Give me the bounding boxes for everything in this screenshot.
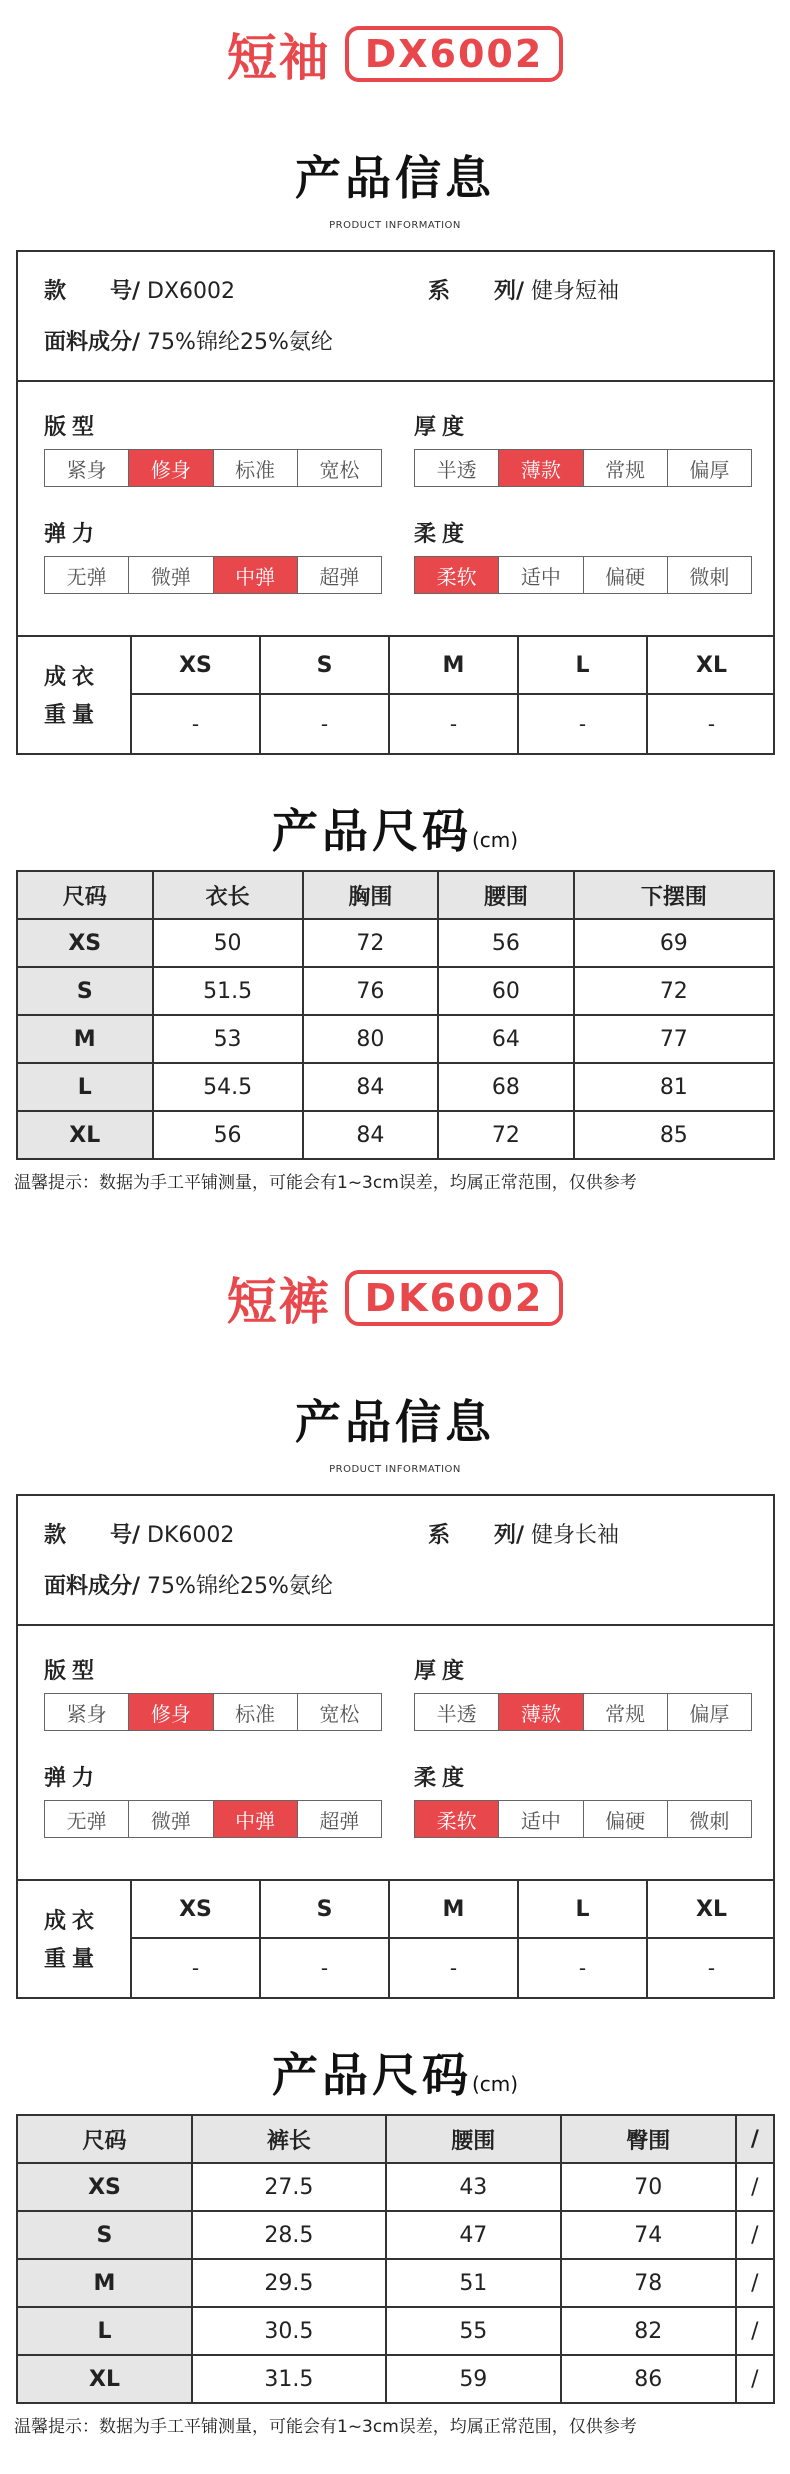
fabric-value: 75%锦纶25%氨纶 — [147, 330, 333, 355]
table-row — [17, 2355, 774, 2403]
table-row — [17, 2307, 774, 2355]
size-table-cell: 78 — [561, 2259, 736, 2307]
attr-group — [44, 1761, 382, 1838]
size-table-cell: 82 — [561, 2307, 736, 2355]
size-table-cell: 54.5 — [153, 1063, 303, 1111]
attr-option: 微弹 — [129, 1801, 213, 1837]
size-title — [0, 795, 790, 861]
code-label: 款 号/ — [44, 1523, 141, 1548]
attr-option: 柔软 — [415, 557, 499, 593]
attr-option: 适中 — [499, 1801, 583, 1837]
size-table-cell: 84 — [303, 1063, 439, 1111]
attr-option: 偏硬 — [584, 557, 668, 593]
size-table-header: 胸围 — [303, 871, 439, 919]
size-table-cell: 55 — [386, 2307, 561, 2355]
size-table-cell: / — [736, 2211, 774, 2259]
product-header — [0, 0, 790, 100]
weight-size-header: XL — [646, 1881, 775, 1939]
attr-option: 修身 — [129, 450, 213, 486]
attr-group — [414, 410, 752, 487]
attr-group — [44, 410, 382, 487]
attr-option: 常规 — [584, 1694, 668, 1730]
series-value: 健身长袖 — [531, 1523, 620, 1548]
attr-label: 柔度 — [414, 1766, 471, 1791]
attr-option: 宽松 — [319, 1701, 360, 1726]
code-value: DK6002 — [147, 1523, 235, 1548]
attr-group — [44, 517, 382, 594]
series-label: 系 列/ — [428, 1523, 525, 1548]
fabric-row — [44, 1569, 333, 1600]
product-code-badge: DK6002 — [345, 1270, 564, 1326]
measurement-note: 温馨提示：数据为手工平铺测量，可能会有1~3cm误差，均属正常范围，仅供参考 — [14, 2417, 637, 2437]
attr-group — [414, 1654, 752, 1731]
size-table-cell: 56 — [153, 1111, 303, 1159]
attr-label: 厚度 — [414, 1659, 471, 1684]
attr-options — [414, 556, 752, 594]
size-title — [0, 2039, 790, 2105]
size-table-cell: 84 — [303, 1111, 439, 1159]
garment-weight-box — [16, 635, 775, 755]
size-table-header: 下摆围 — [574, 871, 774, 919]
weight-size-header: L — [517, 637, 646, 695]
size-table-cell: L — [17, 1063, 153, 1111]
attr-option: 无弹 — [45, 557, 129, 593]
attr-option: 微弹 — [129, 557, 213, 593]
size-table-cell: 80 — [303, 1015, 439, 1063]
attr-group — [414, 1761, 752, 1838]
weight-size-header: XS — [130, 1881, 259, 1939]
size-table-cell: 56 — [438, 919, 574, 967]
info-subtitle: PRODUCT INFORMATION — [329, 220, 461, 231]
size-table-cell: 72 — [574, 967, 774, 1015]
attr-options — [44, 1693, 382, 1731]
table-row — [17, 919, 774, 967]
attr-option: 薄款 — [499, 1694, 583, 1730]
fabric-value: 75%锦纶25%氨纶 — [147, 1574, 333, 1599]
attr-group — [44, 1654, 382, 1731]
size-table-cell: 70 — [561, 2163, 736, 2211]
product-type-title: 短袖 — [226, 29, 331, 87]
size-table-cell: 51.5 — [153, 967, 303, 1015]
attr-option: 修身 — [129, 1694, 213, 1730]
attr-options — [44, 1800, 382, 1838]
attr-label: 柔度 — [414, 522, 471, 547]
size-table-cell: 86 — [561, 2355, 736, 2403]
attr-option: 常规 — [584, 450, 668, 486]
attr-option: 偏厚 — [689, 457, 730, 482]
weight-value: - — [130, 1939, 259, 1997]
attr-option: 标准 — [214, 450, 298, 486]
weight-size-header: S — [259, 637, 388, 695]
size-table-cell: 28.5 — [192, 2211, 386, 2259]
size-table-cell: 60 — [438, 967, 574, 1015]
attr-option: 宽松 — [319, 457, 360, 482]
size-table-cell: / — [736, 2307, 774, 2355]
weight-size-header: M — [388, 1881, 517, 1939]
table-row — [17, 2259, 774, 2307]
attr-option: 无弹 — [45, 1801, 129, 1837]
weight-value: - — [259, 1939, 388, 1997]
weight-size-header: XS — [130, 637, 259, 695]
shorts-section — [0, 1244, 790, 2437]
attr-option: 紧身 — [45, 1694, 129, 1730]
attr-options — [44, 449, 382, 487]
weight-label: 成衣重量 — [44, 1909, 101, 1972]
series-label: 系 列/ — [428, 279, 525, 304]
size-table-cell: M — [17, 2259, 192, 2307]
attr-options — [414, 1800, 752, 1838]
size-table — [16, 870, 775, 1160]
attr-option: 偏厚 — [689, 1701, 730, 1726]
attr-option: 薄款 — [499, 450, 583, 486]
fabric-row — [44, 325, 333, 356]
size-table-cell: XS — [17, 2163, 192, 2211]
basic-info-box — [16, 250, 775, 380]
table-header-row — [17, 871, 774, 919]
weight-grid — [130, 1881, 775, 1997]
table-row — [17, 1111, 774, 1159]
attributes-box — [16, 1624, 775, 1879]
code-value: DX6002 — [147, 279, 236, 304]
size-table-cell: 29.5 — [192, 2259, 386, 2307]
product-header — [0, 1244, 790, 1344]
size-table-cell: 64 — [438, 1015, 574, 1063]
weight-value: - — [388, 1939, 517, 1997]
fabric-label: 面料成分/ — [44, 1574, 141, 1599]
size-table — [16, 2114, 775, 2404]
garment-weight-box — [16, 1879, 775, 1999]
size-table-cell: 50 — [153, 919, 303, 967]
size-table-cell: / — [736, 2355, 774, 2403]
weight-size-header: XL — [646, 637, 775, 695]
weight-value: - — [388, 695, 517, 753]
attr-option: 适中 — [499, 557, 583, 593]
size-table-cell: 76 — [303, 967, 439, 1015]
attr-option: 中弹 — [214, 557, 298, 593]
size-table-header: 裤长 — [192, 2115, 386, 2163]
size-table-cell: 43 — [386, 2163, 561, 2211]
attr-option: 标准 — [214, 1694, 298, 1730]
size-title-unit: (cm) — [471, 828, 519, 852]
size-table-cell: 68 — [438, 1063, 574, 1111]
size-table-header: 衣长 — [153, 871, 303, 919]
size-table-cell: 77 — [574, 1015, 774, 1063]
info-title: 产品信息 — [295, 1395, 495, 1449]
weight-grid — [130, 637, 775, 753]
size-table-cell: 31.5 — [192, 2355, 386, 2403]
info-title: 产品信息 — [295, 151, 495, 205]
size-table-cell: L — [17, 2307, 192, 2355]
code-row — [44, 274, 235, 305]
code-label: 款 号/ — [44, 279, 141, 304]
basic-info-box — [16, 1494, 775, 1624]
table-header-row — [17, 2115, 774, 2163]
attr-group — [414, 517, 752, 594]
size-table-cell: 30.5 — [192, 2307, 386, 2355]
size-table-header: / — [736, 2115, 774, 2163]
series-row — [428, 274, 619, 305]
size-table-cell: 51 — [386, 2259, 561, 2307]
attr-option: 超弹 — [319, 1808, 360, 1833]
size-table-header: 腰围 — [438, 871, 574, 919]
attr-options — [414, 449, 752, 487]
weight-size-header: S — [259, 1881, 388, 1939]
weight-value: - — [517, 1939, 646, 1997]
size-table-cell: 72 — [303, 919, 439, 967]
size-table-cell: S — [17, 2211, 192, 2259]
attr-option: 超弹 — [319, 564, 360, 589]
size-table-header: 尺码 — [17, 2115, 192, 2163]
attr-label: 弹力 — [44, 522, 101, 547]
attr-label: 弹力 — [44, 1766, 101, 1791]
weight-value: - — [646, 695, 775, 753]
size-title-text: 产品尺码 — [271, 2048, 472, 2102]
size-table-header: 腰围 — [386, 2115, 561, 2163]
weight-label: 成衣重量 — [44, 665, 101, 728]
size-table-cell: 85 — [574, 1111, 774, 1159]
size-table-cell: M — [17, 1015, 153, 1063]
size-table-cell: 27.5 — [192, 2163, 386, 2211]
size-table-cell: 81 — [574, 1063, 774, 1111]
weight-size-header: M — [388, 637, 517, 695]
weight-value: - — [259, 695, 388, 753]
attr-label: 版型 — [44, 415, 101, 440]
measurement-note: 温馨提示：数据为手工平铺测量，可能会有1~3cm误差，均属正常范围，仅供参考 — [14, 1173, 637, 1193]
attr-option: 半透 — [415, 1694, 499, 1730]
weight-value: - — [130, 695, 259, 753]
attr-label: 版型 — [44, 1659, 101, 1684]
attributes-box — [16, 380, 775, 635]
size-table-cell: S — [17, 967, 153, 1015]
size-table-cell: 74 — [561, 2211, 736, 2259]
weight-size-header: L — [517, 1881, 646, 1939]
size-table-cell: 72 — [438, 1111, 574, 1159]
size-title-text: 产品尺码 — [271, 804, 472, 858]
series-row — [428, 1518, 619, 1549]
attr-option: 偏硬 — [584, 1801, 668, 1837]
size-table-cell: 53 — [153, 1015, 303, 1063]
attr-option: 紧身 — [45, 450, 129, 486]
code-row — [44, 1518, 234, 1549]
weight-value: - — [517, 695, 646, 753]
size-table-cell: 47 — [386, 2211, 561, 2259]
table-row — [17, 967, 774, 1015]
product-code-badge: DX6002 — [345, 26, 564, 82]
size-table-cell: / — [736, 2259, 774, 2307]
attr-option: 柔软 — [415, 1801, 499, 1837]
size-table-cell: XS — [17, 919, 153, 967]
attr-option: 微刺 — [689, 564, 730, 589]
size-title-unit: (cm) — [471, 2072, 519, 2096]
size-table-cell: / — [736, 2163, 774, 2211]
table-row — [17, 2163, 774, 2211]
table-row — [17, 1063, 774, 1111]
size-table-cell: XL — [17, 2355, 192, 2403]
attr-options — [414, 1693, 752, 1731]
shirt-section — [0, 0, 790, 1193]
table-row — [17, 2211, 774, 2259]
size-table-cell: XL — [17, 1111, 153, 1159]
attr-option: 中弹 — [214, 1801, 298, 1837]
table-row — [17, 1015, 774, 1063]
attr-option: 微刺 — [689, 1808, 730, 1833]
series-value: 健身短袖 — [531, 279, 620, 304]
product-type-title: 短裤 — [226, 1273, 331, 1331]
info-subtitle: PRODUCT INFORMATION — [329, 1464, 461, 1475]
fabric-label: 面料成分/ — [44, 330, 141, 355]
size-table-header: 尺码 — [17, 871, 153, 919]
size-table-cell: 69 — [574, 919, 774, 967]
attr-option: 半透 — [415, 450, 499, 486]
weight-value: - — [646, 1939, 775, 1997]
attr-label: 厚度 — [414, 415, 471, 440]
size-table-header: 臀围 — [561, 2115, 736, 2163]
attr-options — [44, 556, 382, 594]
size-table-cell: 59 — [386, 2355, 561, 2403]
